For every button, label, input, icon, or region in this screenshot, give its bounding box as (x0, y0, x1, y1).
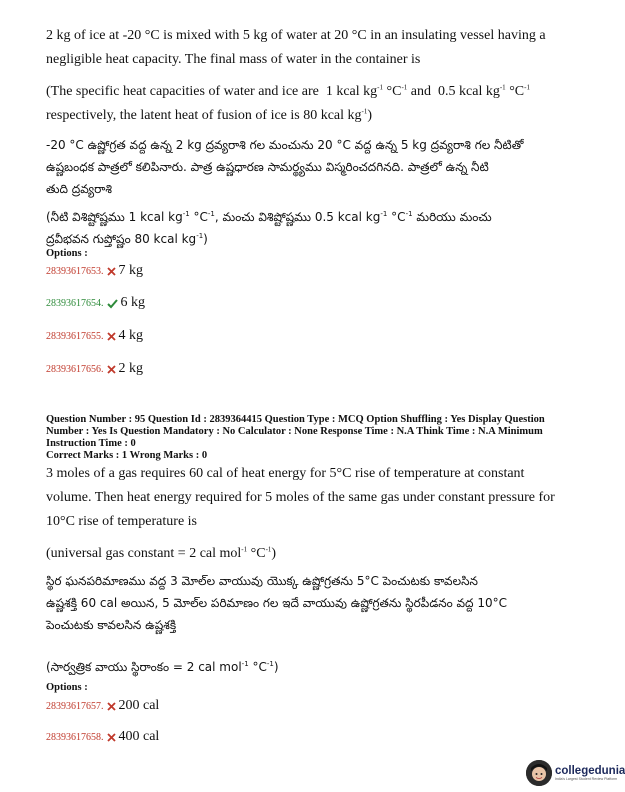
q1-given-h: ) (367, 108, 373, 123)
cross-icon (107, 332, 116, 341)
sup: -1 (207, 210, 215, 218)
option-value: 200 cal (118, 698, 160, 713)
q1-given-line1 (46, 80, 566, 104)
q2-line3: 10°C rise of temperature is (46, 514, 197, 529)
option-value: 2 kg (118, 361, 143, 376)
q2-given (46, 542, 566, 566)
q1-given-a: (The specific heat capacities of water and ice are (46, 84, 319, 99)
sup: -1 (182, 210, 190, 218)
q1-te-given-e: మరియు మంచు (416, 210, 492, 224)
option-id: 28393617654. (46, 297, 104, 309)
option-id: 28393617655. (46, 330, 104, 342)
sup: -1 (524, 83, 530, 92)
q2-meta-line3: Instruction Time : 0 (46, 438, 136, 449)
q2-te-line1: స్థిర ఘనపరిమాణము వద్ద 3 మోల్‌ల వాయువు యొక్క ఉష్ణోగ్రతను 5°C పెంచుటకు కావలసిన (46, 574, 478, 588)
q2-te-given-line (46, 656, 566, 678)
logo-text (555, 765, 625, 782)
q1-te-given-c: , మంచు విశిష్టోష్ణము 0.5 kcal kg (214, 210, 381, 224)
logo-name: collegedunia (555, 764, 625, 777)
q1-line1: 2 kg of ice at -20 °C is mixed with 5 kg of water at 20 °C in an insulating vessel having a (46, 28, 546, 43)
sup: -1 (241, 545, 248, 554)
q1-given-c: °C (386, 84, 402, 99)
q1-option-3 (46, 328, 143, 344)
option-value: 7 kg (118, 263, 143, 278)
sup: -1 (499, 83, 506, 92)
q1-given-line2 (46, 104, 566, 128)
q1-te-given-f: ద్రవీభవన గుప్తోష్ణం 80 kcal kg (46, 232, 197, 246)
options-label: Options : (46, 682, 88, 693)
q2-given-line (46, 542, 566, 566)
q1-telugu-text (46, 134, 566, 200)
q2-te-given-a: (సార్వత్రిక వాయు స్థిరాంకం = 2 cal mol (46, 660, 242, 674)
option-id: 28393617653. (46, 265, 104, 277)
q1-given-g: respectively, the latent heat of fusion of ice is 80 kcal kg (46, 108, 362, 123)
q2-te-line2: ఉష్ణశక్తి 60 cal అయిన, 5 మోల్‌ల పరిమాణం గల ఇదే వాయువు ఉష్ణోగ్రతను స్థిరపీడనం వద్ద 10°C (46, 596, 507, 610)
q1-option-4 (46, 361, 143, 377)
q2-line2: volume. Then heat energy required for 5 moles of the same gas under constant pressure for (46, 490, 555, 505)
q1-te-line2: ఉష్ణబంధక పాత్రలో కలిపినారు. పాత్ర ఉష్ణధారణ సామర్థ్యము విస్మరించదగినది. పాత్రలో ఉన్న నీటి (46, 160, 489, 174)
sup: -1 (377, 83, 384, 92)
q1-options-label (46, 248, 566, 259)
q2-english-text (46, 462, 566, 534)
q1-te-given-a: (నీటి విశిష్టోష్ణము 1 kcal kg (46, 210, 183, 224)
q1-english-text (46, 24, 566, 72)
option-value: 400 cal (118, 729, 160, 744)
cross-icon (107, 267, 116, 276)
collegedunia-logo (526, 760, 625, 786)
sup: -1 (361, 107, 368, 116)
q1-te-given-b: °C (193, 210, 208, 224)
q1-te-given (46, 206, 566, 250)
sup: -1 (401, 83, 408, 92)
mascot-icon (526, 760, 552, 786)
q2-given-b: °C (250, 546, 266, 561)
q1-te-given-line2 (46, 228, 566, 250)
q1-given-d: and (410, 84, 432, 99)
q2-option-2 (46, 729, 159, 745)
q1-line2: negligible heat capacity. The final mass of water in the container is (46, 52, 421, 67)
cross-icon (107, 733, 116, 742)
q2-te-line3: పెంచుటకు కావలసిన ఉష్ణశక్తి (46, 618, 177, 632)
q2-given-a: (universal gas constant = 2 cal mol (46, 546, 242, 561)
sup: -1 (380, 210, 388, 218)
q2-te-given (46, 656, 566, 678)
q2-te-given-c: ) (273, 660, 279, 674)
q1-given-e: 0.5 kcal kg (438, 84, 500, 99)
q2-given-c: ) (271, 546, 277, 561)
q2-meta-line2: Number : Yes Is Question Mandatory : No Calculator : None Response Time : N.A Think Time : N.A Minimum (46, 426, 543, 437)
q1-option-2 (46, 295, 145, 311)
cross-icon (107, 365, 116, 374)
q2-te-given-b: °C (252, 660, 267, 674)
option-value: 4 kg (118, 328, 143, 343)
logo-tagline: India's Largest Student Review Platform (555, 776, 618, 781)
q2-option-1 (46, 698, 159, 714)
option-id: 28393617657. (46, 700, 104, 712)
sup: -1 (241, 660, 249, 668)
q1-given-b: 1 kcal kg (325, 84, 378, 99)
q2-options-label (46, 682, 566, 693)
sup: -1 (266, 660, 274, 668)
q1-te-given-g: ) (203, 232, 208, 246)
q1-te-line3: తుది ద్రవ్యరాశి (46, 182, 112, 196)
q1-te-given-d: °C (391, 210, 406, 224)
q2-line1: 3 moles of a gas requires 60 cal of heat energy for 5°C rise of temperature at constant (46, 466, 525, 481)
sup: -1 (405, 210, 413, 218)
cross-icon (107, 702, 116, 711)
q1-te-line1: -20 °C ఉష్ణోగ్రత వద్ద ఉన్న 2 kg ద్రవ్యరాశి గల మంచును 20 °C వద్ద ఉన్న 5 kg ద్రవ్యరాశి గల నీటితో (46, 138, 524, 152)
q2-meta (46, 414, 566, 462)
q2-marks: Correct Marks : 1 Wrong Marks : 0 (46, 450, 208, 461)
q1-given-f: °C (509, 84, 525, 99)
q1-te-given-line1 (46, 206, 566, 228)
option-id: 28393617656. (46, 363, 104, 375)
sup: -1 (196, 232, 204, 240)
options-label: Options : (46, 248, 88, 259)
q1-option-1 (46, 263, 143, 279)
option-value: 6 kg (120, 295, 145, 310)
q1-given-data (46, 80, 566, 128)
checkmark-icon (107, 299, 118, 308)
q2-telugu-text (46, 570, 566, 636)
q2-meta-line1: Question Number : 95 Question Id : 2839364415 Question Type : MCQ Option Shuffling : Yes Display Question (46, 414, 545, 425)
sup: -1 (265, 545, 272, 554)
option-id: 28393617658. (46, 731, 104, 743)
